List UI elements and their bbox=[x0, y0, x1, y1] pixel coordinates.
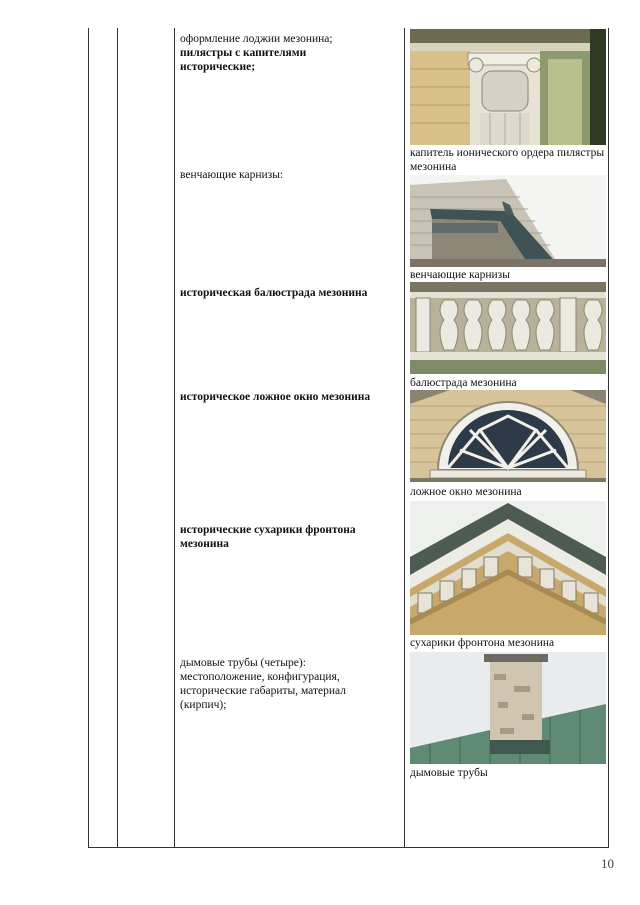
row-2-text: венчающие карнизы: bbox=[180, 169, 284, 181]
column-divider bbox=[404, 28, 405, 848]
ionic-capital-photo bbox=[410, 29, 606, 145]
row-3-text: историческая балюстрада мезонина bbox=[180, 287, 368, 299]
column-divider bbox=[174, 28, 175, 848]
column-divider bbox=[117, 28, 118, 848]
row-2-caption: венчающие карнизы bbox=[410, 269, 510, 281]
balustrade-photo bbox=[410, 282, 606, 374]
dentils-photo bbox=[410, 501, 606, 635]
row-1-caption: капитель ионического ордера пилястры мезонина bbox=[410, 147, 605, 173]
cornice-photo bbox=[410, 175, 606, 267]
row-3-caption: балюстрада мезонина bbox=[410, 377, 517, 389]
false-window-photo bbox=[410, 390, 606, 482]
row-6-caption: дымовые трубы bbox=[410, 767, 488, 779]
row-1-text-bold: пилястры с капителями исторические; bbox=[180, 47, 307, 73]
row-4-text: историческое ложное окно мезонина bbox=[180, 391, 371, 403]
row-4-caption: ложное окно мезонина bbox=[410, 486, 522, 498]
row-5-text: исторические сухарики фронтона мезонина bbox=[180, 524, 356, 550]
row-1-text-plain: оформление лоджии мезонина; bbox=[180, 33, 333, 45]
row-6-text: дымовые трубы (четыре): местоположение, конфигурация, исторические габариты, материал (кирпич); bbox=[180, 657, 346, 711]
chimney-photo bbox=[410, 652, 606, 764]
row-5-caption: сухарики фронтона мезонина bbox=[410, 637, 555, 649]
page-number: 10 bbox=[601, 856, 614, 871]
